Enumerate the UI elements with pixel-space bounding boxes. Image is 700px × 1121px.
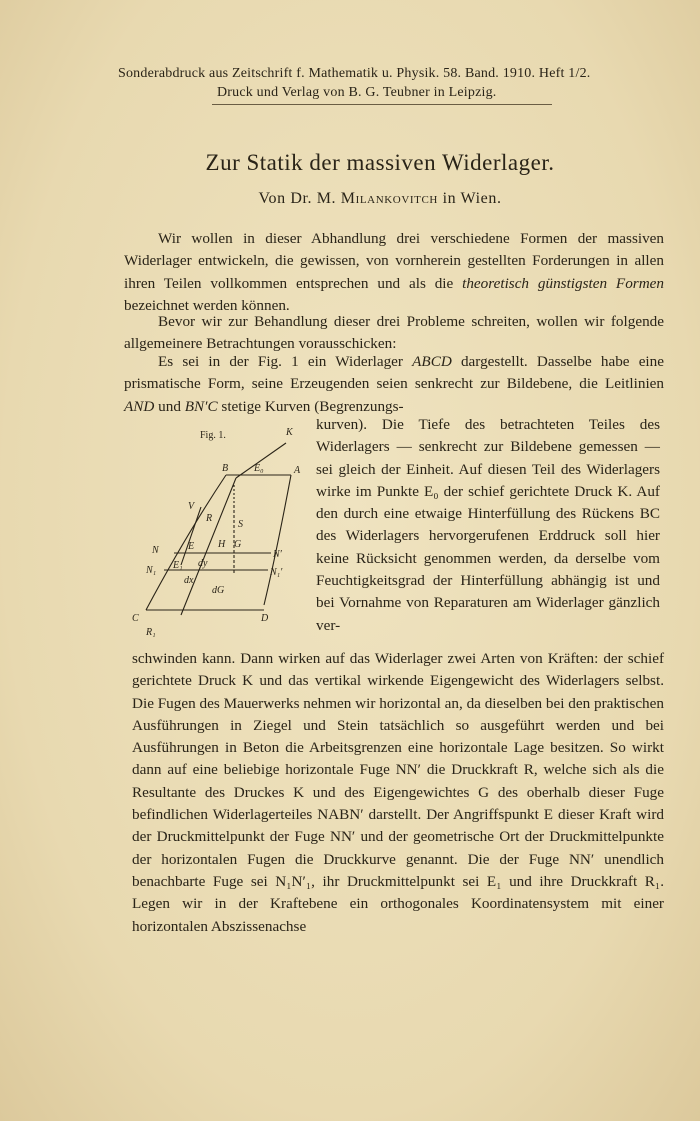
paragraph-figure-intro xyxy=(124,351,664,418)
label-n1: N₁ xyxy=(146,565,157,576)
label-r: R xyxy=(206,513,213,524)
figure-1-diagram xyxy=(126,415,306,645)
label-n1-prime: N₁′ xyxy=(270,567,283,578)
label-e: E xyxy=(188,541,195,552)
label-e1: E₁ xyxy=(173,560,183,571)
label-r1: R₁ xyxy=(146,627,156,638)
paragraph-continuation: schwinden kann. Dann wirken auf das Widerlager zwei Arten von Kräften: der schief gerichtete Druck K und das vertikal wirkende Eigengewicht des Widerlagers selbst. Die Fugen des Mauerwerks nehmen wir horizontal an, da dieselben bei den praktischen Ausführungen in Ziegel und Stein tatsächlich so ausgeführt werden und bei Ausführungen in Beton die Arbeitsgrenzen eine horizontale Lage besitzen. So wirkt dann auf eine beliebige horizontale Fuge NN′ die Druckkraft R, welche sich als die Resultante des Druckes K und des Eigengewichtes G des oberhalb dieser Fuge befindlichen Widerlagerteiles NABN′ darstellt. Der Angriffspunkt E dieser Kraft wird der Druckmittelpunkt der Fuge NN′ und der geometrische Ort der Druckmittelpunkte der horizontalen Fugen die Druckkurve genannt. Die der Fuge NN′ unendlich benachbarte Fuge sei N₁N′₁, ihr Druckmittelpunkt sei E₁ und ihre Druckkraft R₁. Legen wir in der Kraftebene ein orthogonales Koordinatensystem mit einer horizontalen Abszissenachse xyxy=(132,650,664,935)
article-title: Zur Statik der massiven Widerlager. xyxy=(205,150,555,175)
author-name: Milankovitch xyxy=(340,190,438,207)
label-a: A xyxy=(294,465,301,476)
label-c: C xyxy=(132,613,139,624)
label-dg: dG xyxy=(212,585,225,596)
p1-text-a: Wir wollen in dieser Abhandlung drei verschiedene Formen der massiven Widerlager entwickeln, die gewissen, von vornherein gestellten Forderungen in allen ihren Teilen vollkommen entsprechen und als die xyxy=(124,230,664,292)
label-s: S xyxy=(238,519,243,530)
label-n-prime: N′ xyxy=(273,549,282,560)
author-suffix: in Wien. xyxy=(442,190,502,207)
author-prefix: Von Dr. M. xyxy=(258,190,337,207)
label-dx: dx xyxy=(184,575,194,586)
label-k: K xyxy=(286,427,293,438)
header-line-1: Sonderabdruck aus Zeitschrift f. Mathematik u. Physik. 58. Band. 1910. Heft 1/2. xyxy=(118,66,591,81)
p3-text-c: und xyxy=(154,397,185,415)
p3-text-d: stetige Kurven (Begrenzungs- xyxy=(217,397,404,415)
label-e0: E₀ xyxy=(254,463,264,474)
p1-text-b: bezeichnet werden können. xyxy=(124,296,290,314)
abutment-front-curve xyxy=(264,475,291,605)
header-rule xyxy=(212,104,552,105)
label-d: D xyxy=(261,613,269,624)
p3-em-abcd: ABCD xyxy=(412,353,452,370)
p1-emphasis: theoretisch günstigsten Formen xyxy=(462,274,664,292)
label-h: H xyxy=(218,539,226,550)
paragraph-wrap-text: kurven). Die Tiefe des betrachteten Teiles des Widerlagers — senkrecht zur Bildebene gemessen — sei gleich der Einheit. Auf diesen Teil des Widerlagers wirke im Punkte E₀ der schief gerichtete Druck K. Auf den durch eine etwaige Hinterfüllung des Rückens BC des Widerlagers hervorgerufenen Erddruck soll hier keine Rücksicht genommen werden, da derselbe vom Feuchtigkeitsgrad der Hinterfüllung abhängig ist und bei Vornahme von Reparaturen am Widerlager gänzlich ver- xyxy=(316,416,660,634)
p3-em-bnc: BN′C xyxy=(184,397,218,415)
paragraph-intro xyxy=(124,228,664,317)
p3-em-and: AND xyxy=(124,397,155,415)
vertical-v-line xyxy=(181,507,201,565)
p3-text-b: dargestellt. Dasselbe habe eine prismatische Form, seine Erzeugenden seien senkrecht zur Bildebene, die Leitlinien xyxy=(124,353,664,393)
label-dy: dy xyxy=(198,558,208,569)
author-line xyxy=(145,190,615,208)
figure-caption: Fig. 1. xyxy=(200,430,226,441)
offprint-header xyxy=(110,64,655,102)
label-g: G xyxy=(234,539,242,550)
label-n: N xyxy=(152,545,159,556)
p3-text-a: Es sei in der Fig. 1 ein Widerlager xyxy=(158,353,413,370)
header-line-2: Druck und Verlag von B. G. Teubner in Leipzig. xyxy=(217,85,497,100)
label-v: V xyxy=(188,501,195,512)
paragraph-preface: Bevor wir zur Behandlung dieser drei Probleme schreiten, wollen wir folgende allgemeinere Betrachtungen vorausschicken: xyxy=(124,313,664,353)
label-b: B xyxy=(222,463,229,474)
